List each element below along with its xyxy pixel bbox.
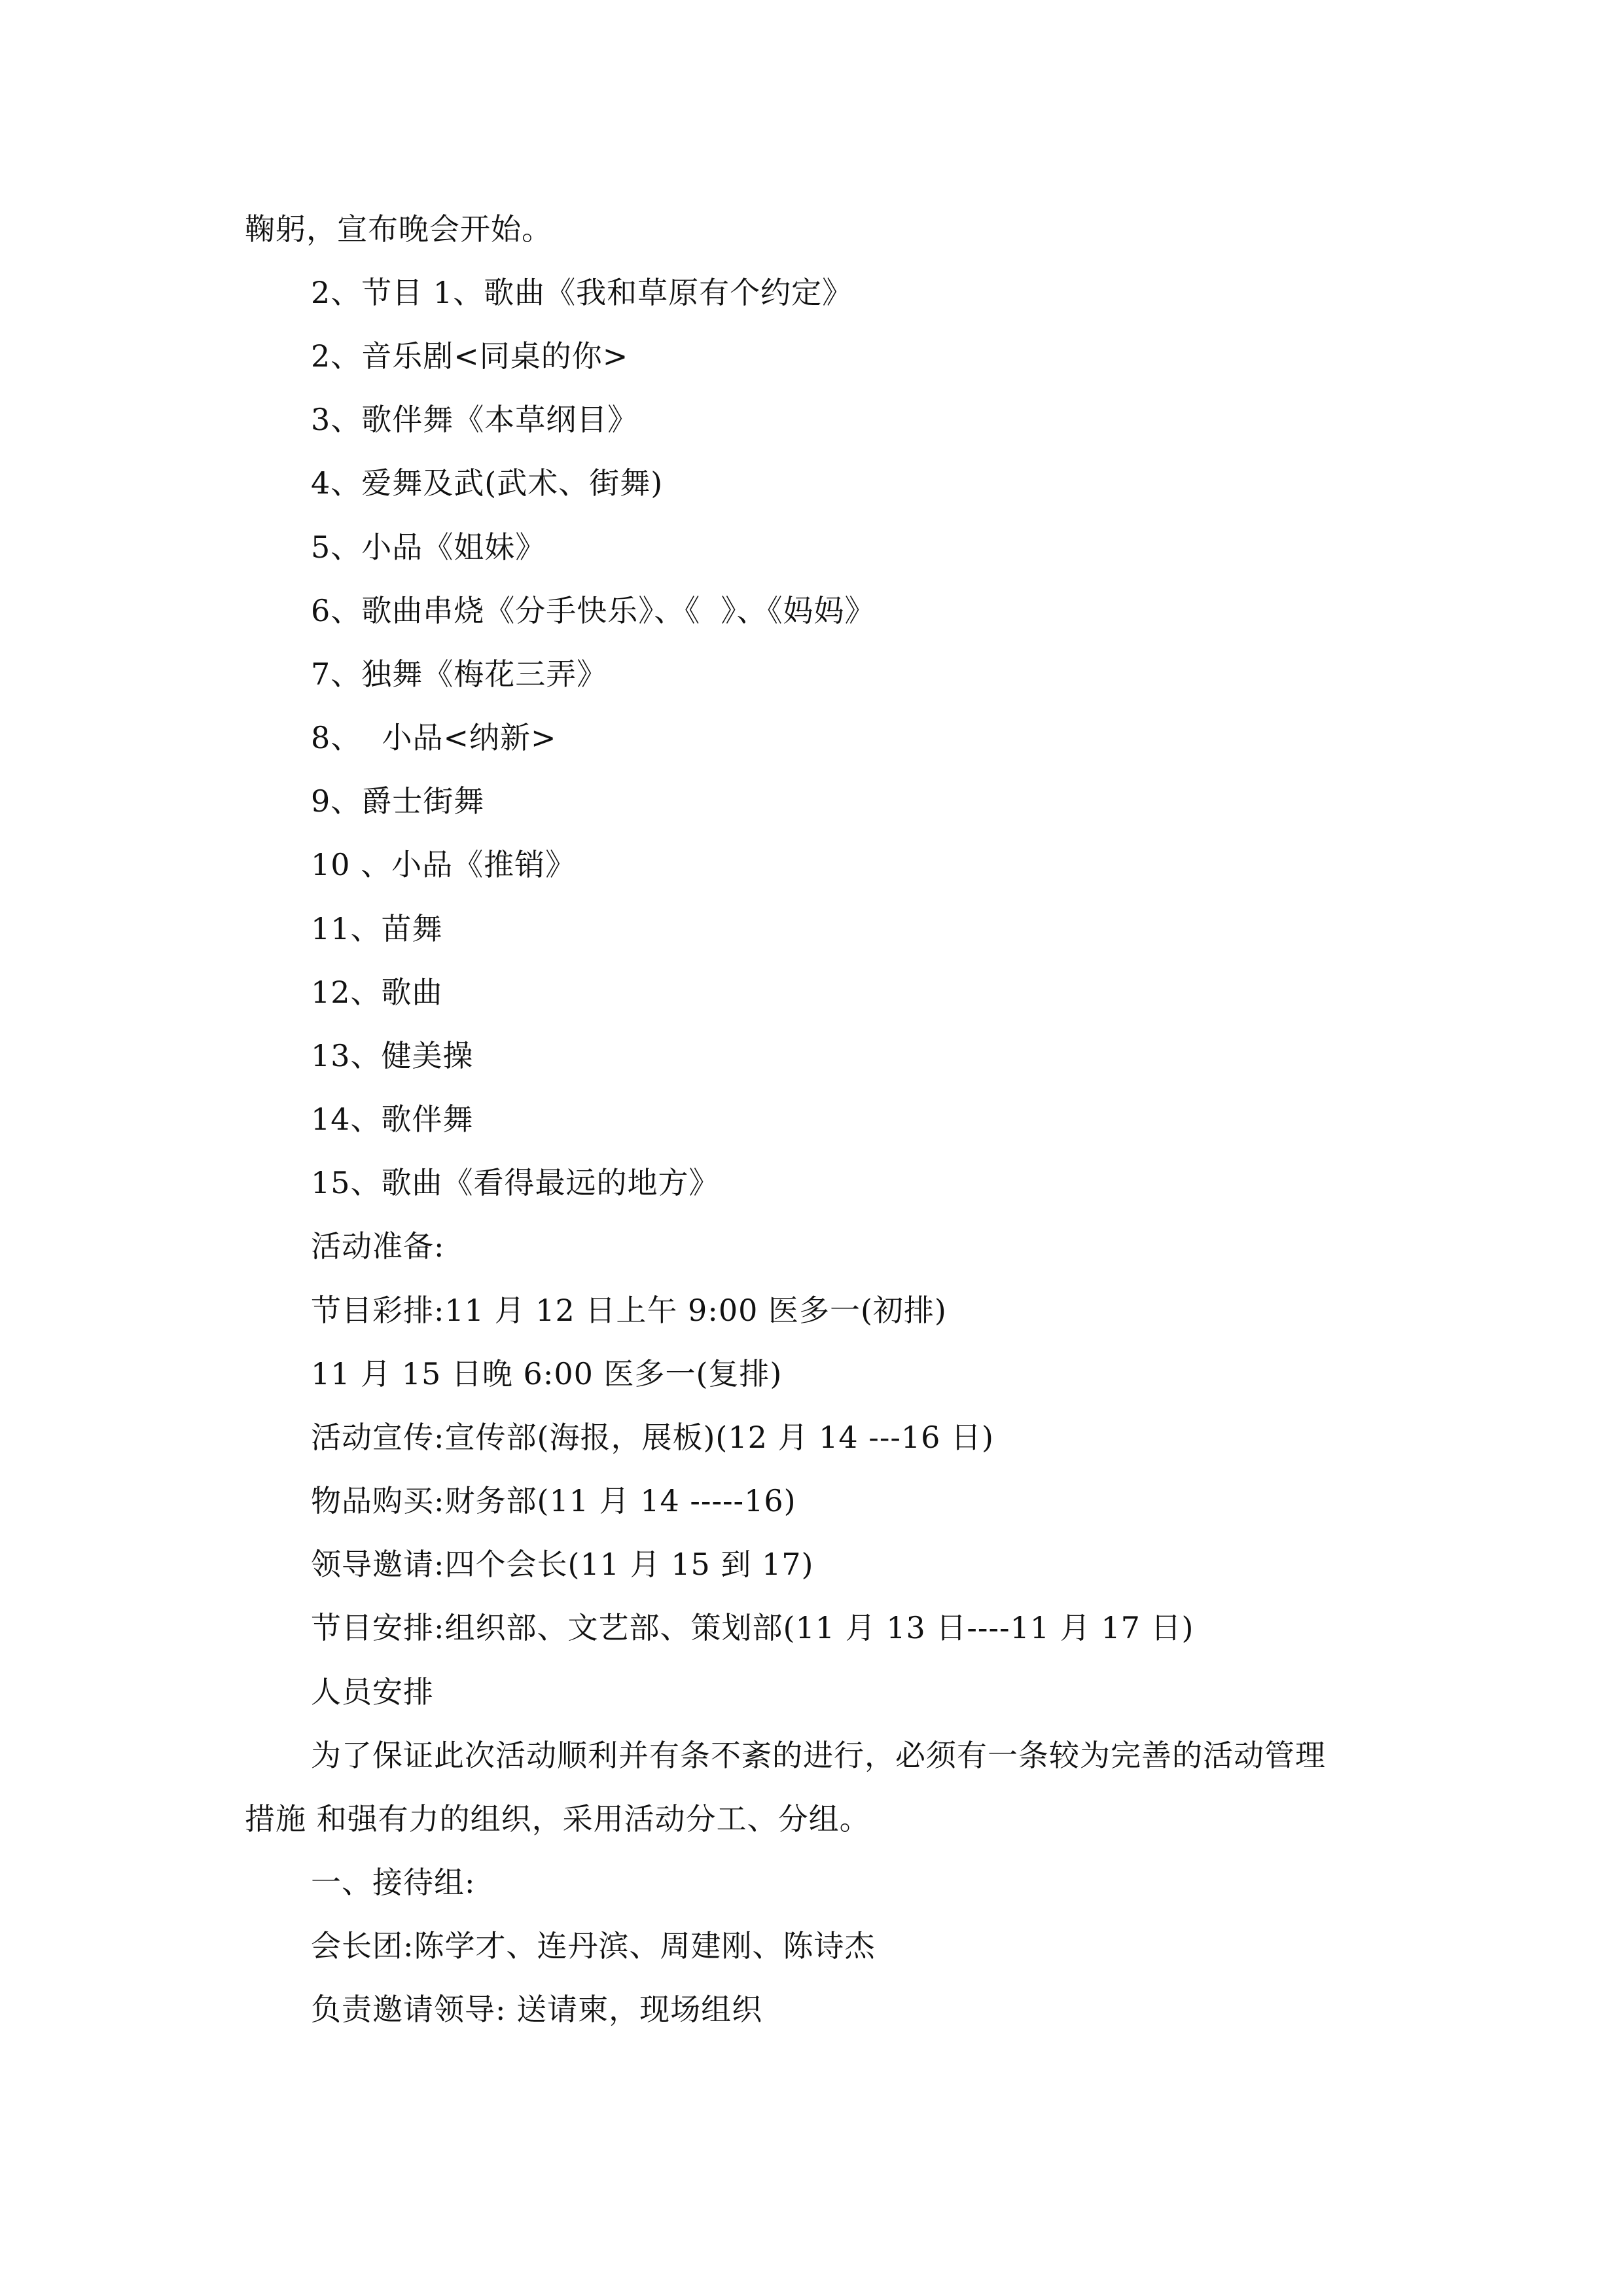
program-item-1: 2、节目 1、歌曲《我和草原有个约定》 [311, 275, 853, 310]
program-item-7: 7、独舞《梅花三弄》 [311, 656, 608, 692]
program-item-3: 3、歌伴舞《本草纲目》 [311, 402, 639, 437]
program-item-6: 6、歌曲串烧《分手快乐》、《 》、《妈妈》 [311, 593, 876, 628]
responsibility-line: 负责邀请领导: 送请柬，现场组织 [311, 1992, 763, 2027]
program-item-2: 2、音乐剧<同桌的你> [311, 338, 629, 374]
program-item-4: 4、爱舞及武(武术、街舞) [311, 465, 664, 501]
section-heading-preparation: 活动准备: [311, 1229, 445, 1264]
promotion-line: 活动宣传:宣传部(海报，展板)(12 月 14 ---16 日) [311, 1420, 994, 1455]
rehearsal-second: 11 月 15 日晚 6:00 医多一(复排) [311, 1356, 783, 1391]
program-item-5: 5、小品《姐妹》 [311, 529, 546, 565]
paragraph-line-2: 措施 和强有力的组织，采用活动分工、分组。 [245, 1801, 870, 1837]
program-item-12: 12、歌曲 [311, 975, 443, 1010]
program-arrangement-line: 节目安排:组织部、文艺部、策划部(11 月 13 日----11 月 17 日) [311, 1610, 1194, 1645]
program-item-13: 13、健美操 [311, 1038, 474, 1073]
program-item-10: 10 、小品《推销》 [311, 847, 577, 882]
invitation-line: 领导邀请:四个会长(11 月 15 到 17) [311, 1547, 814, 1582]
program-item-8: 8、 小品<纳新> [311, 720, 557, 755]
program-item-11: 11、苗舞 [311, 911, 443, 946]
purchase-line: 物品购买:财务部(11 月 14 -----16) [311, 1483, 796, 1518]
program-item-14: 14、歌伴舞 [311, 1102, 474, 1137]
section-heading-reception: 一、接待组: [311, 1865, 476, 1900]
section-heading-staff: 人员安排 [311, 1674, 434, 1710]
program-item-15: 15、歌曲《看得最远的地方》 [311, 1165, 720, 1200]
paragraph-line-1: 为了保证此次活动顺利并有条不紊的进行，必须有一条较为完善的活动管理 [311, 1738, 1326, 1773]
program-item-9: 9、爵士街舞 [311, 783, 485, 819]
president-group-line: 会长团:陈学才、连丹滨、周建刚、陈诗杰 [311, 1928, 876, 1964]
text-line-1: 鞠躬，宣布晚会开始。 [245, 211, 552, 247]
rehearsal-first: 节目彩排:11 月 12 日上午 9:00 医多一(初排) [311, 1293, 947, 1328]
